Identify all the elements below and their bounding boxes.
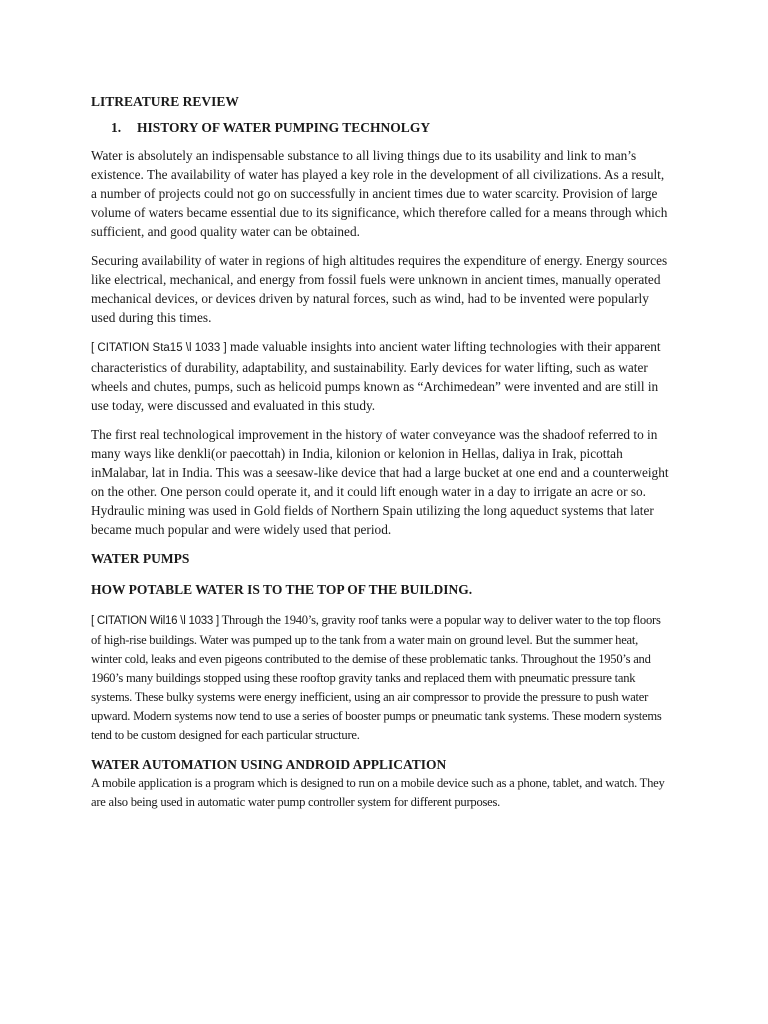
paragraph-ancient-technologies [91, 337, 671, 415]
citation-wil16: [ CITATION Wil16 \l 1033 ] [91, 615, 219, 627]
literature-review-title: LITREATURE REVIEW [91, 94, 239, 109]
section-history-title: HISTORY OF WATER PUMPING TECHNOLGY [137, 120, 431, 135]
citation-sta15: [ CITATION Sta15 \l 1033 ] [91, 342, 227, 354]
paragraph-roof-tanks [91, 611, 671, 745]
section-history-heading [91, 118, 671, 137]
paragraph-mobile-application: A mobile application is a program which is designed to run on a mobile device such as a phone, tablet, and watch. They are also being used in automatic water pump controller system for different purposes. [91, 776, 665, 809]
paragraph-shadoof: The first real technological improvement in the history of water conveyance was the shadoof referred to in many ways like denkli(or paecottah) in India, kilonion or kelonion in Hellas, daliya in Irak, picottah inMalabar, lat in India. This was a seesaw-like device that had a large bucket at one end and a counterweight on the other. One person could operate it, and it could lift enough water in a day to irrigate an acre or so. Hydraulic mining was used in Gold fields of Northern Spain utilizing the long aqueduct systems that later became much popular and were widely used that period. [91, 427, 669, 537]
paragraph-energy-altitudes: Securing availability of water in regions of high altitudes requires the expenditure of energy. Energy sources like electrical, mechanical, and energy from fossil fuels were unknown in ancient times, manually operated mechanical devices, or devices driven by natural forces, such as wind, had to be invented were popularly used during this times. [91, 253, 668, 325]
paragraph-ancient-technologies-text: made valuable insights into ancient water lifting technologies with their apparent characteristics of durability, adaptability, and sustainability. Early devices for water lifting, such as water wheels and chutes, pumps, such as helicoid pumps known as “Archimedean” were invented and are still in use today, were discussed and evaluated in this study. [91, 339, 661, 413]
water-automation-heading: WATER AUTOMATION USING ANDROID APPLICATION [91, 757, 447, 772]
potable-water-subheading: HOW POTABLE WATER IS TO THE TOP OF THE BUILDING. [91, 582, 473, 597]
section-number: 1. [111, 120, 122, 135]
document-page [91, 92, 671, 822]
water-pumps-heading: WATER PUMPS [91, 551, 190, 566]
paragraph-roof-tanks-text: Through the 1940’s, gravity roof tanks were a popular way to deliver water to the top floors of high-rise buildings. Water was pumped up to the tank from a water main on ground level. But the summer heat, winter cold, leaks and even pigeons contributed to the demise of these problematic tanks. Throughout the 1950’s and 1960’s many buildings stopped using these rooftop gravity tanks and replaced them with pneumatic pressure tank systems. These bulky systems were energy inefficient, using an air compressor to provide the pressure to push water upward. Modern systems now tend to use a series of booster pumps or pneumatic tank systems. These modern systems tend to be custom designed for each particular structure. [91, 613, 662, 742]
paragraph-water-importance: Water is absolutely an indispensable substance to all living things due to its usability and link to man’s existence. The availability of water has played a key role in the development of all civilizations. As a result, a number of projects could not go on successfully in ancient times due to water scarcity. Provision of large volume of waters became essential due to its significance, which therefore called for a means through which sufficient, and good quality water can be obtained. [91, 148, 668, 239]
